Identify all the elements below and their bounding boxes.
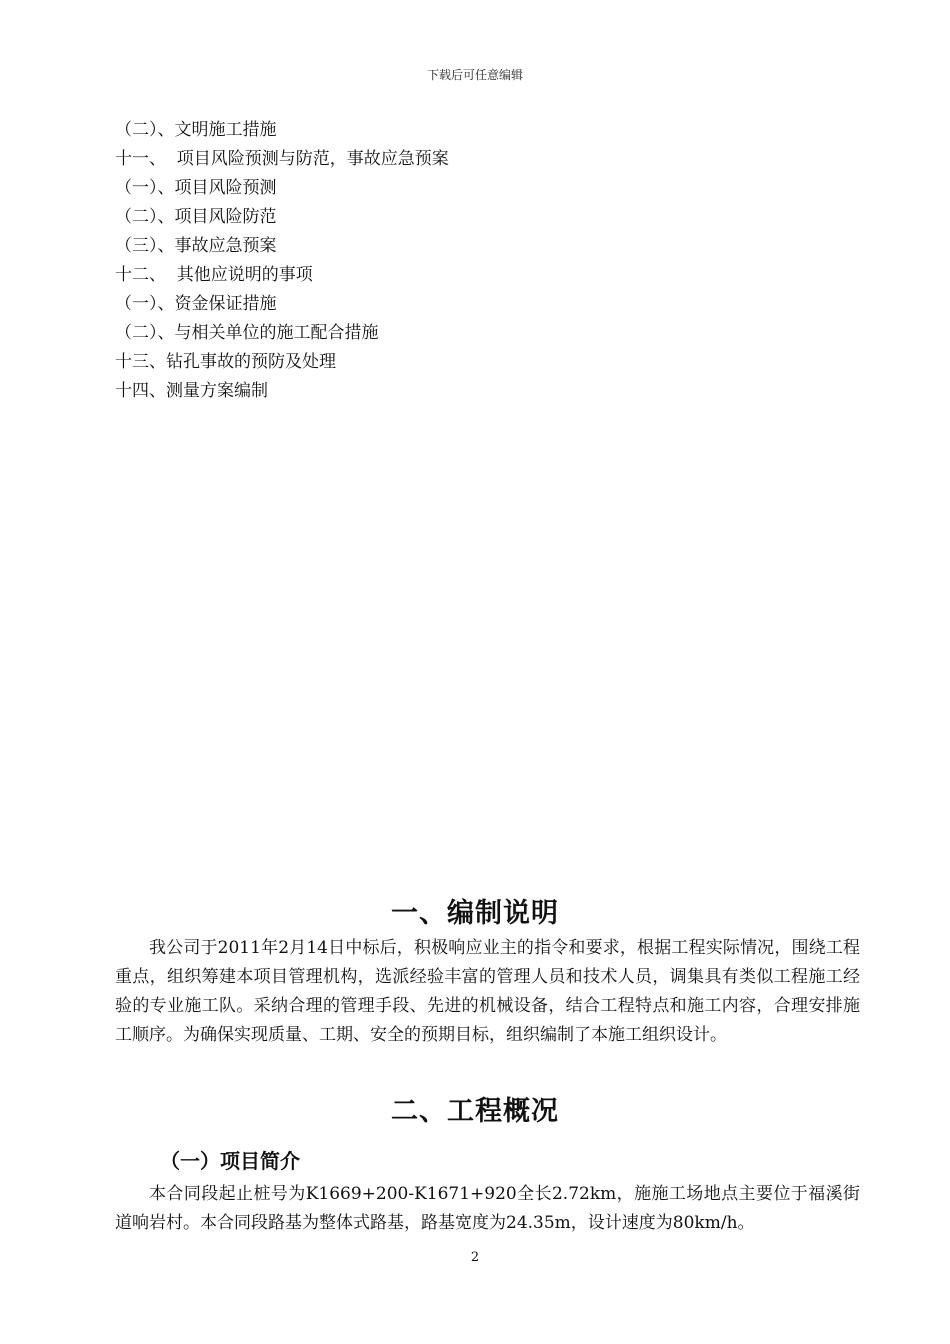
subsection-heading-project-intro: （一）项目简介 bbox=[160, 1149, 300, 1173]
page-number: 2 bbox=[470, 1250, 480, 1265]
toc-item: （三）、事故应急预案 bbox=[115, 236, 277, 256]
toc-item: （二）、项目风险防范 bbox=[115, 207, 277, 227]
toc-item: 十三、钻孔事故的预防及处理 bbox=[115, 352, 336, 372]
toc-item: （一）、项目风险预测 bbox=[115, 178, 277, 198]
section-heading-overview: 二、工程概况 bbox=[391, 1096, 559, 1127]
compilation-paragraph: 我公司于2011年2月14日中标后，积极响应业主的指令和要求，根据工程实际情况，围绕工程重点，组织筹建本项目管理机构，选派经验丰富的管理人员和技术人员，调集具有类似工程施工经验的专业施工队。采纳合理的管理手段、先进的机械设备，结合工程特点和施工内容，合理安排施工顺序。为确保实现质量、工期、安全的预期目标，组织编制了本施工组织设计。 bbox=[115, 938, 860, 1045]
toc-item: （一）、资金保证措施 bbox=[115, 294, 277, 314]
table-of-contents bbox=[115, 116, 855, 406]
toc-item: 十一、 项目风险预测与防范，事故应急预案 bbox=[115, 149, 449, 169]
section-heading-compilation: 一、编制说明 bbox=[391, 898, 559, 929]
project-intro-paragraph: 本合同段起止桩号为K1669+200-K1671+920全长2.72km，施施工场地点主要位于福溪街道响岩村。本合同段路基为整体式路基，路基宽度为24.35m，设计速度为80km/h。 bbox=[115, 1184, 860, 1233]
toc-item: 十二、 其他应说明的事项 bbox=[115, 265, 313, 285]
toc-item: （二）、与相关单位的施工配合措施 bbox=[115, 323, 379, 343]
toc-item: （二）、文明施工措施 bbox=[115, 120, 277, 140]
header-note: 下载后可任意编辑 bbox=[426, 68, 523, 82]
toc-item: 十四、测量方案编制 bbox=[115, 381, 268, 401]
